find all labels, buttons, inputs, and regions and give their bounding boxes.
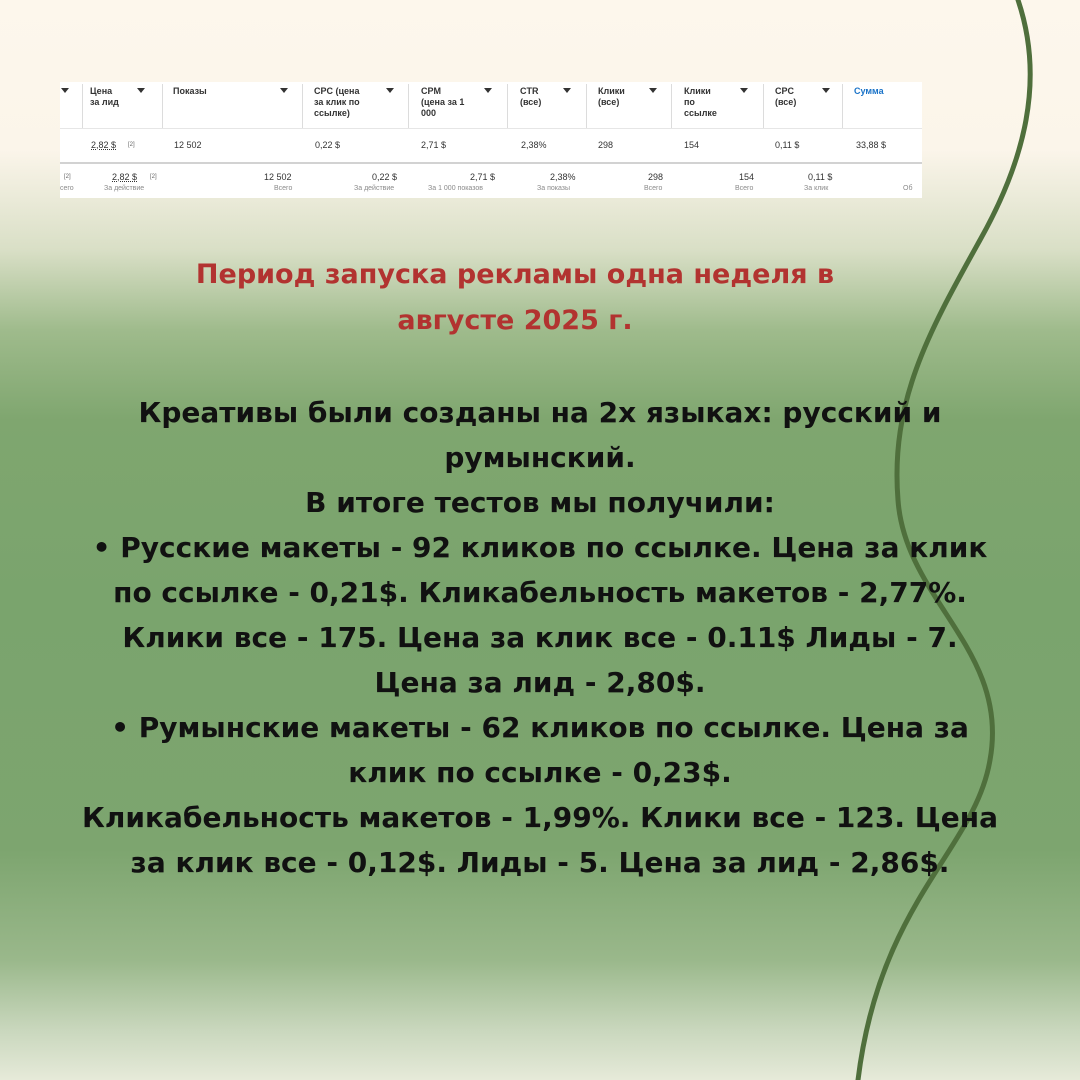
table-totals-row: [60, 164, 922, 198]
results-text: [40, 390, 1040, 885]
text-line: клик по ссылке - 0,23$.: [348, 756, 732, 789]
total-badge-left: [2]: [64, 174, 71, 180]
column-separator: [586, 84, 587, 128]
text-line: за клик все - 0,12$. Лиды - 5. Цена за лид - 2,86$.: [130, 846, 950, 879]
header-cpc-link[interactable]: CPC (цена за клик по ссылке): [314, 86, 360, 118]
column-separator: [302, 84, 303, 128]
text-line: Кликабельность макетов - 1,99%. Клики все - 123. Цена: [82, 801, 998, 834]
total-sub-cpc-all: За клик: [804, 185, 829, 192]
column-separator: [671, 84, 672, 128]
text-line: В итоге тестов мы получили:: [305, 486, 775, 519]
column-separator: [507, 84, 508, 128]
sort-caret-icon[interactable]: [740, 88, 748, 93]
column-separator: [82, 84, 83, 128]
cell-amount: 33,88 $: [856, 140, 887, 150]
column-separator: [763, 84, 764, 128]
total-sub-cpc-link: За действие: [354, 185, 395, 192]
header-cpc-all[interactable]: CPC (все): [775, 86, 797, 107]
cell-cost-per-lead[interactable]: 2,82 $: [91, 140, 117, 150]
total-sub-left: сего: [60, 185, 74, 192]
header-impressions[interactable]: Показы: [173, 86, 207, 96]
table-header-row: [60, 82, 922, 129]
column-separator: [162, 84, 163, 128]
total-sub-link-clicks: Всего: [735, 185, 754, 192]
header-clicks-all[interactable]: Клики (все): [598, 86, 625, 107]
total-clicks-all: 298: [648, 172, 664, 182]
text-line: Креативы были созданы на 2х языках: русский и: [138, 396, 942, 429]
total-cpm: 2,71 $: [470, 172, 496, 182]
total-cpc-link: 0,22 $: [372, 172, 398, 182]
heading-line-2: августе 2025 г.: [397, 305, 633, 336]
sort-caret-icon[interactable]: [484, 88, 492, 93]
ads-stats-table: [60, 82, 922, 198]
cell-link-clicks: 154: [684, 140, 700, 150]
text-line: Клики все - 175. Цена за клик все - 0.11$ Лиды - 7.: [122, 621, 958, 654]
cell-clicks-all: 298: [598, 140, 614, 150]
cell-impressions: 12 502: [174, 140, 202, 150]
results-badge: [2]: [128, 142, 135, 148]
total-link-clicks: 154: [739, 172, 755, 182]
total-impressions: 12 502: [264, 172, 292, 182]
column-separator: [842, 84, 843, 128]
table-row: [60, 128, 922, 164]
text-line: румынский.: [444, 441, 636, 474]
total-sub-impressions: Всего: [274, 185, 293, 192]
sort-caret-icon[interactable]: [137, 88, 145, 93]
campaign-period-heading: [150, 252, 880, 344]
text-line: • Русские макеты - 92 кликов по ссылке. Цена за клик: [92, 531, 988, 564]
header-cost-per-lead[interactable]: Цена за лид: [90, 86, 119, 107]
total-sub-cost-per-lead: За действие: [104, 185, 145, 192]
total-sub-clicks-all: Всего: [644, 185, 663, 192]
cell-cpc-link: 0,22 $: [315, 140, 341, 150]
total-sub-ctr: За показы: [537, 185, 571, 192]
total-cpc-all: 0,11 $: [808, 172, 833, 182]
header-link-clicks[interactable]: Клики по ссылке: [684, 86, 717, 118]
heading-line-1: Период запуска рекламы одна неделя в: [195, 259, 835, 290]
header-ctr[interactable]: CTR (все): [520, 86, 542, 107]
total-sub-cpm: За 1 000 показов: [428, 185, 483, 192]
cell-cpc-all: 0,11 $: [775, 140, 800, 150]
column-separator: [408, 84, 409, 128]
text-line: по ссылке - 0,21$. Кликабельность макетов - 2,77%.: [113, 576, 967, 609]
sort-caret-icon[interactable]: [822, 88, 830, 93]
total-cost-per-lead[interactable]: 2,82 $: [112, 172, 138, 182]
sort-caret-icon[interactable]: [563, 88, 571, 93]
header-amount[interactable]: Сумма: [854, 86, 884, 96]
sort-caret-icon[interactable]: [386, 88, 394, 93]
text-line: • Румынские макеты - 62 кликов по ссылке. Цена за: [111, 711, 969, 744]
sort-caret-icon[interactable]: [280, 88, 288, 93]
sort-caret-icon: [61, 88, 69, 93]
header-cpm[interactable]: CPM (цена за 1 000: [421, 86, 465, 118]
cell-ctr: 2,38%: [521, 140, 547, 150]
total-ctr: 2,38%: [550, 172, 576, 182]
sort-caret-icon[interactable]: [649, 88, 657, 93]
total-sub-right: Об: [903, 185, 913, 192]
total-results-badge: [2]: [150, 174, 157, 180]
cell-cpm: 2,71 $: [421, 140, 447, 150]
text-line: Цена за лид - 2,80$.: [374, 666, 706, 699]
